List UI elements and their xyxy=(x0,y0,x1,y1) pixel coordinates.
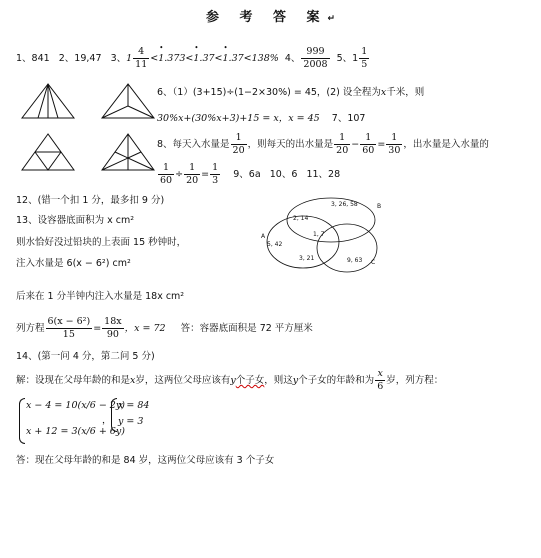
answer-13-equation: 列方程 $\frac{\text{6(x − 6²)}}{15}$ = $\frac{18x}{90}$ ，x = 72 答：容器底面积是 72 平方厘米 xyxy=(16,316,313,340)
answer-13-line2: 则水恰好没过铅块的上表面 15 秒钟时， xyxy=(16,237,187,248)
fraction: $\frac{999}{2008}$ xyxy=(303,46,328,70)
answer-1: 1、841 xyxy=(16,53,50,64)
answer-2: 2、19,47 xyxy=(58,53,102,64)
system-equation-2: x + 12 = 3(x/6 + 6y) xyxy=(26,426,125,437)
answer-14-conclusion: 答：现在父母年龄的和是 84 岁，这两位父母应该有 3 个子女 xyxy=(16,455,275,466)
answer-9: 9、6a xyxy=(233,169,261,180)
answer-6: 6、（1）(3+15)÷(1−2×30%) = 45，(2) 设全程为x千米，则 xyxy=(157,87,425,98)
answer-13-line3: 注入水量是 6(x − 6²) cm² xyxy=(16,258,131,269)
answer-10: 10、6 xyxy=(269,169,298,180)
fraction: $\frac{1}{5}$ xyxy=(361,46,368,70)
triangle-figures xyxy=(16,78,166,178)
system-brace xyxy=(19,398,25,444)
system-equation-1: x − 4 = 10(x/6 − 2y) xyxy=(26,400,125,411)
answers-1-5: 1、841 2、19,47 3、1 $\frac{4}{11}$ <• 1.373<• 1.37<• 1.37<138% 4、 $\frac{999}{2008}$ 5、1 $\frac{1}{5}$ xyxy=(16,46,370,71)
venn-region: 2, 14 xyxy=(293,215,309,222)
venn-region: 3, 21 xyxy=(299,255,315,262)
answer-13-conclusion: 答：容器底面积是 72 平方厘米 xyxy=(180,323,313,334)
answer-14: 14、(第一问 4 分，第二问 5 分) xyxy=(16,351,155,362)
solution-brace xyxy=(111,398,117,432)
answer-6-equation: 30%x+(30%x+3)+15 = x，x = 45 7、107 xyxy=(157,113,366,124)
answer-8: 8、每天入水量是 $\frac{1}{20}$ ，则每天的出水量是 $\frac{1}{20}$ − $\frac{1}{60}$ = $\frac{1}{30}$ ，出水量是入水量的 xyxy=(157,132,489,156)
venn-region: 1, 7 xyxy=(313,231,325,238)
venn-region: 3, 26, 58 xyxy=(331,201,358,208)
page-title: 参 考 答 案↵ xyxy=(205,10,336,25)
venn-region: 9, 63 xyxy=(347,257,363,264)
venn-label-a: A xyxy=(261,233,266,240)
answer-13-line4: 后来在 1 分半钟内注入水量是 18x cm² xyxy=(16,291,185,302)
venn-circle-c xyxy=(317,224,377,272)
answer-13: 13、设容器底面积为 x cm² xyxy=(16,215,135,226)
solution-x: x = 84 xyxy=(118,400,150,411)
answer-14-setup: 解：设现在父母年龄的和是x岁，这两位父母应该有y个子女，则这y个子女的年龄和为 $\frac{x}{6}$ 岁，列方程： xyxy=(16,368,444,392)
fraction: $\frac{4}{11}$ xyxy=(135,46,148,70)
venn-label-b: B xyxy=(377,203,382,210)
answer-7: 7、107 xyxy=(331,113,366,124)
solution-y: y = 3 xyxy=(118,416,144,427)
venn-diagram xyxy=(255,190,385,280)
answer-8-cont: $\frac{1}{60}$ ÷ $\frac{1}{20}$ = $\frac{1}{3}$ 9、6a 10、6 11、28 xyxy=(160,162,341,186)
answer-12: 12、(错一个扣 1 分，最多扣 9 分) xyxy=(16,195,165,206)
venn-label-c: C xyxy=(371,259,376,266)
venn-region: 5, 42 xyxy=(267,241,283,248)
answer-11: 11、28 xyxy=(306,169,341,180)
